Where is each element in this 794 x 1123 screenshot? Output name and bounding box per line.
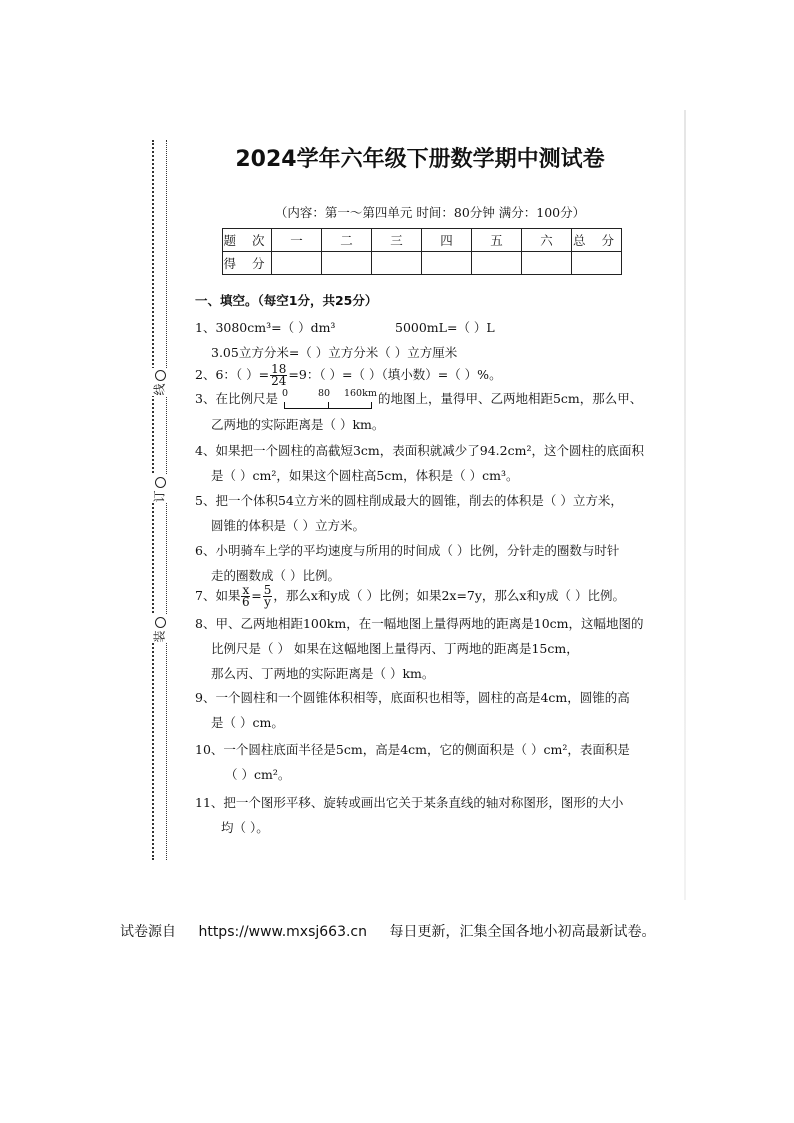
question-5b: 圆锥的体积是（ ）立方米。 xyxy=(211,518,365,533)
question-7-pre: 7、如果 xyxy=(195,588,241,603)
binding-mark-ding xyxy=(146,475,174,503)
question-1c: 3.05立方分米=（ ）立方分米（ ）立方厘米 xyxy=(211,345,458,360)
question-9a: 9、一个圆柱和一个圆锥体积相等，底面积也相等，圆柱的高是4cm，圆锥的高 xyxy=(195,690,630,705)
score-cell: 得 分 xyxy=(223,252,272,275)
exam-title: 2024学年六年级下册数学期中测试卷 xyxy=(235,147,605,172)
score-input-cell[interactable] xyxy=(272,252,322,275)
fraction-denominator: y xyxy=(264,595,271,609)
question-2 xyxy=(195,364,502,387)
question-3-post: 的地图上，量得甲、乙两地相距5cm，那么甲、 xyxy=(377,391,643,406)
score-cell: 五 xyxy=(472,229,522,252)
question-3-pre: 3、在比例尺是 xyxy=(195,391,278,406)
score-cell: 二 xyxy=(322,229,372,252)
score-cell: 总 分 xyxy=(572,229,622,252)
question-3 xyxy=(195,389,642,410)
question-9b: 是（ ）cm。 xyxy=(211,715,284,730)
footer-url-link[interactable]: https://www.mxsj663.cn xyxy=(198,924,367,940)
scale-label: 0 xyxy=(281,387,289,399)
scale-label: 80 xyxy=(317,387,331,399)
page-edge xyxy=(684,110,686,900)
exam-subtitle: （内容：第一～第四单元 时间：80分钟 满分：100分） xyxy=(274,205,586,220)
question-8c: 那么丙、丁两地的实际距离是（ ）km。 xyxy=(211,666,435,681)
binding-label: 线 xyxy=(152,383,167,396)
question-5a: 5、把一个体积54立方米的圆柱削成最大的圆锥，削去的体积是（ ）立方米， xyxy=(195,493,623,508)
question-3-line2: 乙两地的实际距离是（ ）km。 xyxy=(211,417,385,432)
question-2-pre: 2、6：（ ）= xyxy=(195,367,270,382)
score-input-cell[interactable] xyxy=(572,252,622,275)
fraction-numerator: 5 xyxy=(263,583,272,597)
scale-tick xyxy=(328,402,329,408)
question-8b: 比例尺是（ ） 如果在这幅地图上量得丙、丁两地的距离是15cm， xyxy=(211,641,579,656)
fraction xyxy=(241,585,250,608)
footer-slogan: 每日更新，汇集全国各地小初高最新试卷。 xyxy=(389,924,656,940)
score-input-cell[interactable] xyxy=(322,252,372,275)
question-10a: 10、一个圆柱底面半径是5cm，高是4cm，它的侧面积是（ ）cm²，表面积是 xyxy=(195,742,630,757)
question-1a: 1、3080cm³=（ ）dm³ xyxy=(195,320,336,335)
score-table-header-row xyxy=(223,229,622,252)
fraction xyxy=(270,364,287,387)
question-8a: 8、甲、乙两地相距100km，在一幅地图上量得两地的距离是10cm，这幅地图的 xyxy=(195,616,644,631)
question-6b: 走的圈数成（ ）比例。 xyxy=(211,568,340,583)
fraction xyxy=(263,585,273,608)
question-6a: 6、小明骑车上学的平均速度与所用的时间成（ ）比例，分针走的圈数与时针 xyxy=(195,543,620,558)
score-cell: 一 xyxy=(272,229,322,252)
scale-label: 160km xyxy=(343,387,377,399)
score-table-score-row xyxy=(223,252,622,275)
score-cell: 三 xyxy=(372,229,422,252)
score-cell: 题 次 xyxy=(223,229,272,252)
footer xyxy=(120,921,673,941)
score-input-cell[interactable] xyxy=(422,252,472,275)
binding-margin xyxy=(138,140,182,860)
question-7-post: ，那么x和y成（ ）比例；如果2x=7y，那么x和y成（ ）比例。 xyxy=(273,588,626,603)
question-10b: （ ）cm²。 xyxy=(225,767,291,782)
section-heading: 一、填空。（每空1分，共25分） xyxy=(195,293,378,308)
score-input-cell[interactable] xyxy=(372,252,422,275)
score-cell: 四 xyxy=(422,229,472,252)
binding-label: 装 xyxy=(152,630,167,643)
score-input-cell[interactable] xyxy=(472,252,522,275)
binding-label: 订 xyxy=(152,490,167,503)
scale-bar xyxy=(281,387,377,410)
binding-mark-xian xyxy=(146,368,174,396)
question-1b: 5000mL=（ ）L xyxy=(395,320,495,335)
fraction-denominator: 6 xyxy=(242,595,250,609)
score-cell: 六 xyxy=(522,229,572,252)
question-11b: 均（ ）。 xyxy=(221,820,269,835)
question-4a: 4、如果把一个圆柱的高截短3cm，表面积就减少了94.2cm²，这个圆柱的底面积 xyxy=(195,443,644,458)
question-11a: 11、把一个图形平移、旋转或画出它关于某条直线的轴对称图形，图形的大小 xyxy=(195,795,624,810)
question-4b: 是（ ）cm²，如果这个圆柱高5cm，体积是（ ）cm³。 xyxy=(211,468,519,483)
fraction-numerator: x xyxy=(242,583,250,597)
question-7: 7、如果 $\frac{x}{6}$ = $\frac{5}{y}$ ，那么x和y成（ ）比例；如果2x=7y，那么x和y成（ ）比例。 xyxy=(195,583,626,609)
fraction-denominator: 24 xyxy=(271,374,287,388)
score-table xyxy=(222,228,622,275)
score-input-cell[interactable] xyxy=(522,252,572,275)
binding-mark-zhuang xyxy=(146,615,174,643)
fraction-numerator: 18 xyxy=(271,362,287,376)
footer-source: 试卷源自 xyxy=(120,924,176,940)
question-2-post: =9：（ ）=（ ）（填小数）=（ ）%。 xyxy=(288,367,502,382)
